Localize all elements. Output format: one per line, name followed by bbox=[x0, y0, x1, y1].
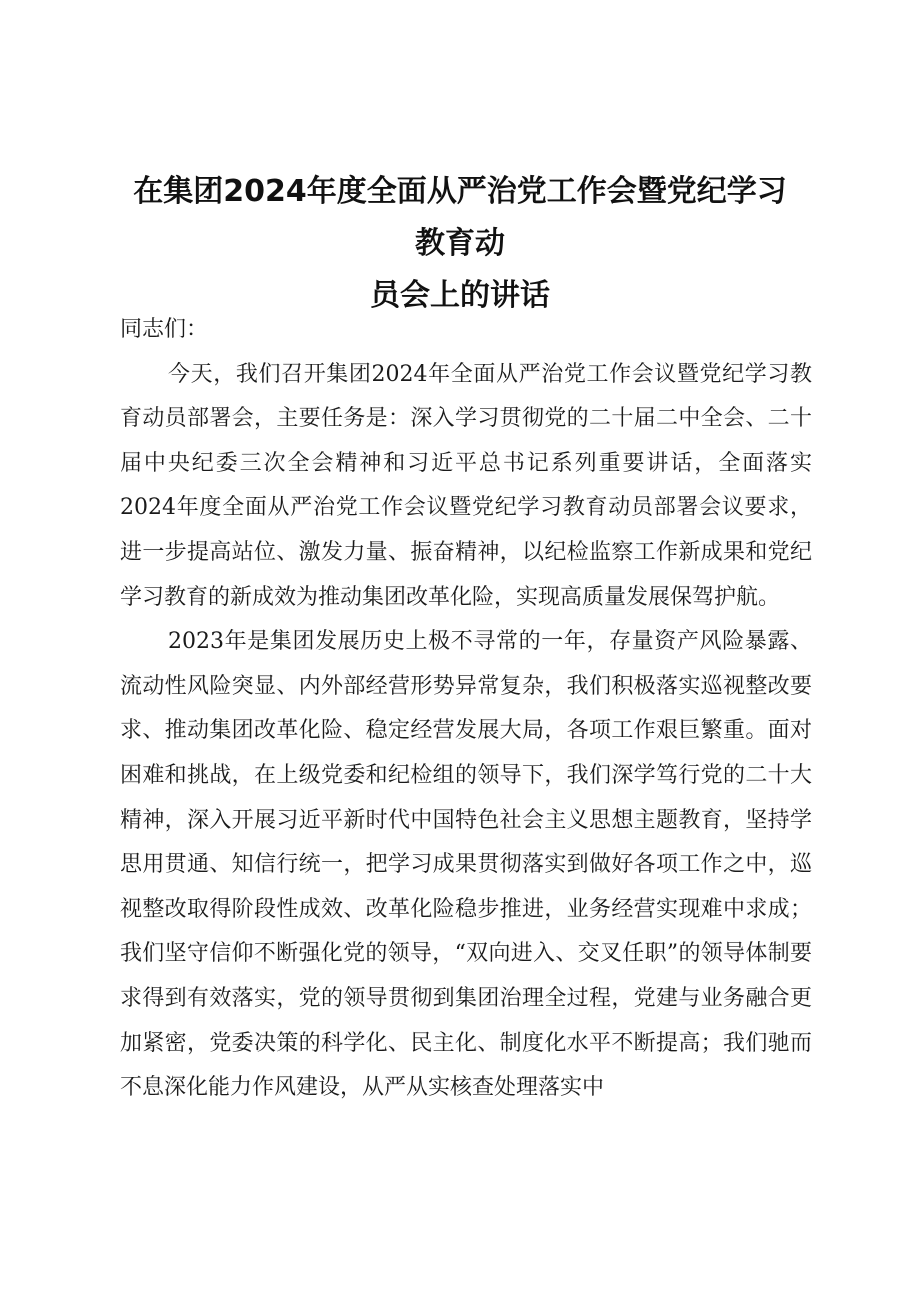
paragraph-2: 2023年是集团发展历史上极不寻常的一年，存量资产风险暴露、流动性风险突显、内外部经营形势异常复杂，我们积极落实巡视整改要求、推动集团改革化险、稳定经营发展大局，各项工作艰巨繁重。面对困难和挑战，在上级党委和纪检组的领导下，我们深学笃行党的二十大精神，深入开展习近平新时代中国特色社会主义思想主题教育，坚持学思用贯通、知信行统一，把学习成果贯彻落实到做好各项工作之中，巡视整改取得阶段性成效、改革化险稳步推进，业务经营实现难中求成；我们坚守信仰不断强化党的领导，“双向进入、交叉任职”的领导体制要求得到有效落实，党的领导贯彻到集团治理全过程，党建与业务融合更加紧密，党委决策的科学化、民主化、制度化水平不断提高；我们驰而不息深化能力作风建设，从严从实核查处理落实中 bbox=[120, 629, 812, 1101]
document-title-line-2: 员会上的讲话 bbox=[370, 278, 550, 313]
paragraph-1: 今天，我们召开集团2024年全面从严治党工作会议暨党纪学习教育动员部署会，主要任务是：深入学习贯彻党的二十届二中全会、二十届中央纪委三次全会精神和习近平总书记系列重要讲话，全面落实2024年度全面从严治党工作会议暨党纪学习教育动员部署会议要求，进一步提高站位、激发力量、振奋精神，以纪检监察工作新成果和党纪学习教育的新成效为推动集团改革化险，实现高质量发展保驾护航。 bbox=[120, 361, 812, 610]
speech-body bbox=[120, 308, 812, 1111]
document-title bbox=[120, 166, 800, 322]
document-title-line-1: 在集团2024年度全面从严治党工作会暨党纪学习教育动 bbox=[133, 174, 787, 261]
salutation: 同志们： bbox=[120, 317, 209, 342]
